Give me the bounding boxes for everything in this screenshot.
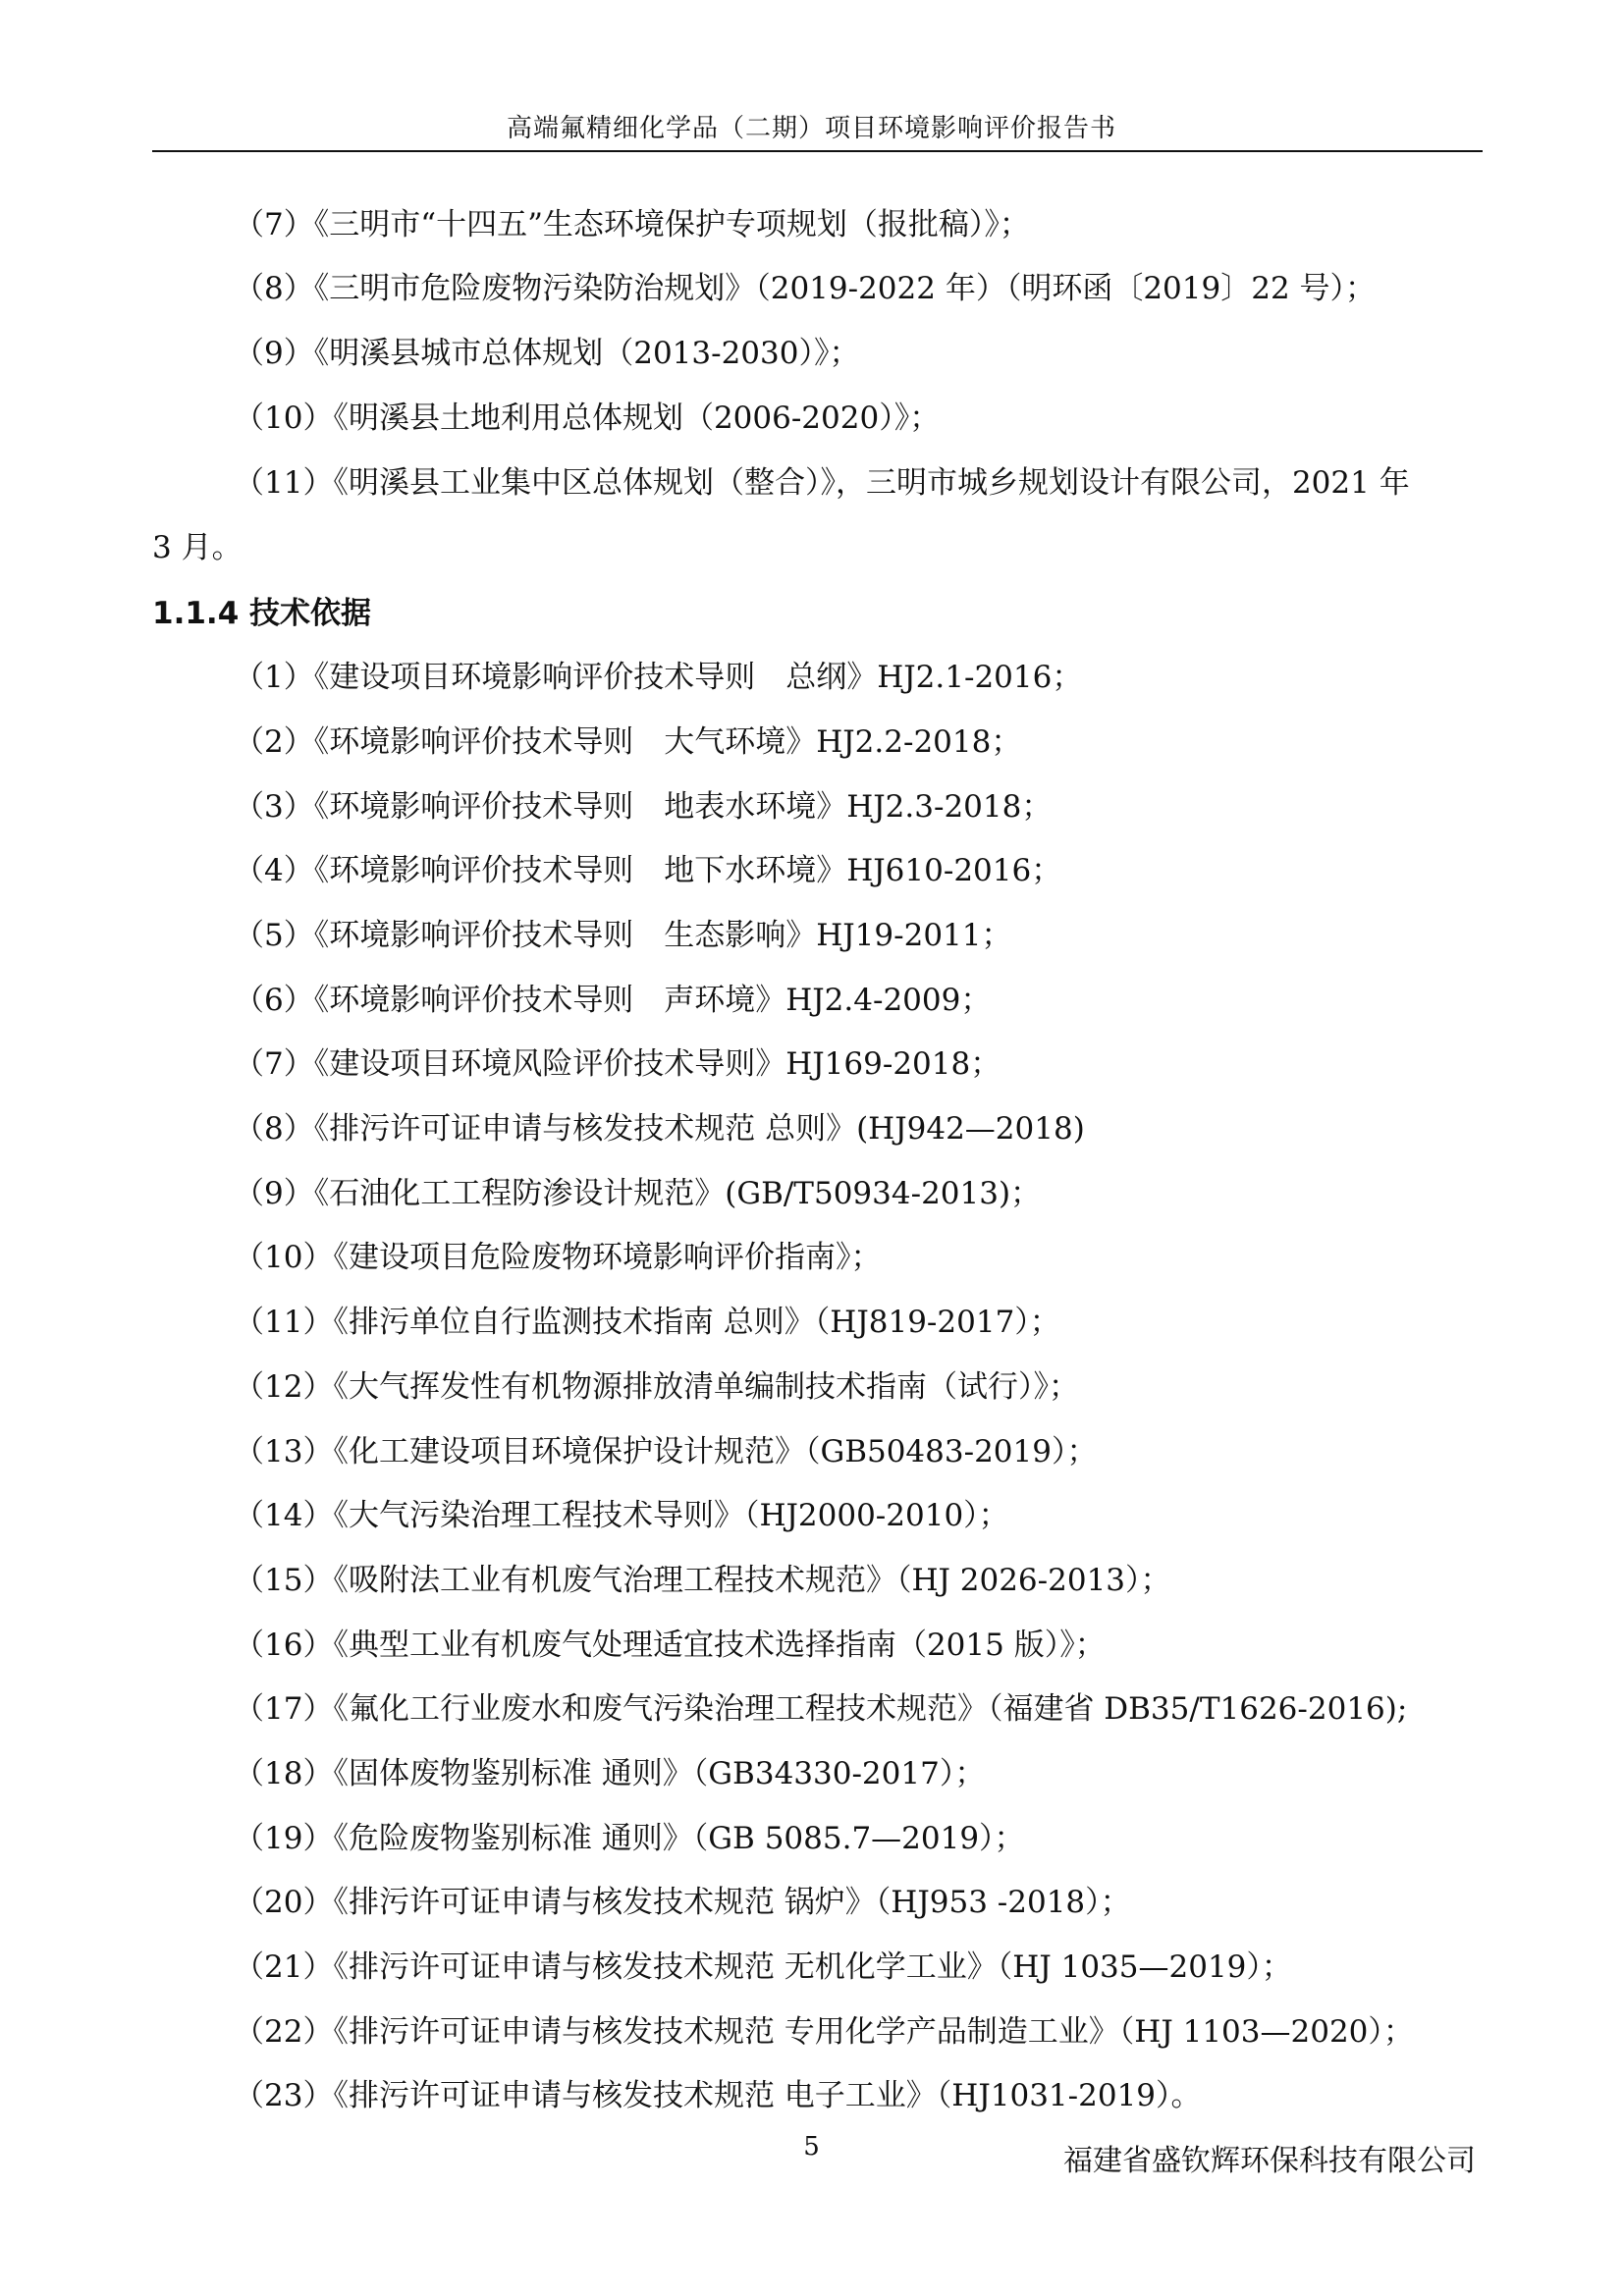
- list-item: （20）《排污许可证申请与核发技术规范 锅炉》（HJ953 -2018）；: [234, 1885, 1131, 1920]
- list-item: （1）《建设项目环境影响评价技术导则 总纲》HJ2.1-2016；: [234, 660, 1083, 695]
- list-item: （7）《三明市“十四五”生态环境保护专项规划（报批稿）》；: [234, 207, 1030, 242]
- footer-company: 福建省盛钦辉环保科技有限公司: [1063, 2144, 1476, 2178]
- list-item: （21）《排污许可证申请与核发技术规范 无机化学工业》（HJ 1035—2019）；: [234, 1949, 1292, 1985]
- list-item: （11）《排污单位自行监测技术指南 总则》（HJ819-2017）；: [234, 1305, 1060, 1340]
- list-item: （4）《环境影响评价技术导则 地下水环境》HJ610-2016；: [234, 853, 1062, 888]
- list-item: （22）《排污许可证申请与核发技术规范 专用化学产品制造工业》（HJ 1103—2020）；: [234, 2014, 1414, 2050]
- list-item: （11）《明溪县工业集中区总体规划（整合）》，三明市城乡规划设计有限公司，2021 年: [234, 465, 1410, 501]
- list-item: （7）《建设项目环境风险评价技术导则》HJ169-2018；: [234, 1046, 1001, 1082]
- list-item: （15）《吸附法工业有机废气治理工程技术规范》（HJ 2026-2013）；: [234, 1563, 1171, 1598]
- list-item: （12）《大气挥发性有机物源排放清单编制技术指南（试行）》；: [234, 1369, 1079, 1405]
- list-item: （9）《明溪县城市总体规划（2013-2030）》；: [234, 336, 860, 371]
- list-item: （5）《环境影响评价技术导则 生态影响》HJ19-2011；: [234, 918, 1012, 953]
- list-item: （8）《三明市危险废物污染防治规划》（2019-2022 年）（明环函〔2019〕22 号）；: [234, 271, 1377, 306]
- list-item: （13）《化工建设项目环境保护设计规范》（GB50483-2019）；: [234, 1434, 1098, 1469]
- list-item: （6）《环境影响评价技术导则 声环境》HJ2.4-2009；: [234, 983, 992, 1018]
- list-item: （17）《氟化工行业废水和废气污染治理工程技术规范》（福建省 DB35/T1626-2016);: [234, 1691, 1408, 1727]
- list-item: （9）《石油化工工程防渗设计规范》(GB/T50934-2013)；: [234, 1176, 1042, 1211]
- list-item: （23）《排污许可证申请与核发技术规范 电子工业》（HJ1031-2019）。: [234, 2078, 1202, 2113]
- list-item: （19）《危险废物鉴别标准 通则》（GB 5085.7—2019）；: [234, 1821, 1025, 1856]
- list-item: （18）《固体废物鉴别标准 通则》（GB34330-2017）；: [234, 1756, 986, 1791]
- list-item: （16）《典型工业有机废气处理适宜技术选择指南（2015 版）》；: [234, 1628, 1106, 1663]
- page-header-title: 高端氟精细化学品（二期）项目环境影响评价报告书: [506, 114, 1116, 143]
- list-item-continuation: 3 月。: [152, 530, 243, 565]
- list-item: （10）《明溪县土地利用总体规划（2006-2020）》；: [234, 400, 941, 436]
- list-item: （3）《环境影响评价技术导则 地表水环境》HJ2.3-2018；: [234, 789, 1053, 825]
- page-number: 5: [803, 2132, 820, 2162]
- header-rule: [152, 150, 1483, 152]
- list-item: （14）《大气污染治理工程技术导则》（HJ2000-2010）；: [234, 1498, 1009, 1533]
- list-item: （2）《环境影响评价技术导则 大气环境》HJ2.2-2018；: [234, 724, 1022, 760]
- section-heading: 1.1.4 技术依据: [152, 596, 372, 631]
- list-item: （8）《排污许可证申请与核发技术规范 总则》(HJ942—2018): [234, 1111, 1085, 1147]
- list-item: （10）《建设项目危险废物环境影响评价指南》；: [234, 1240, 882, 1275]
